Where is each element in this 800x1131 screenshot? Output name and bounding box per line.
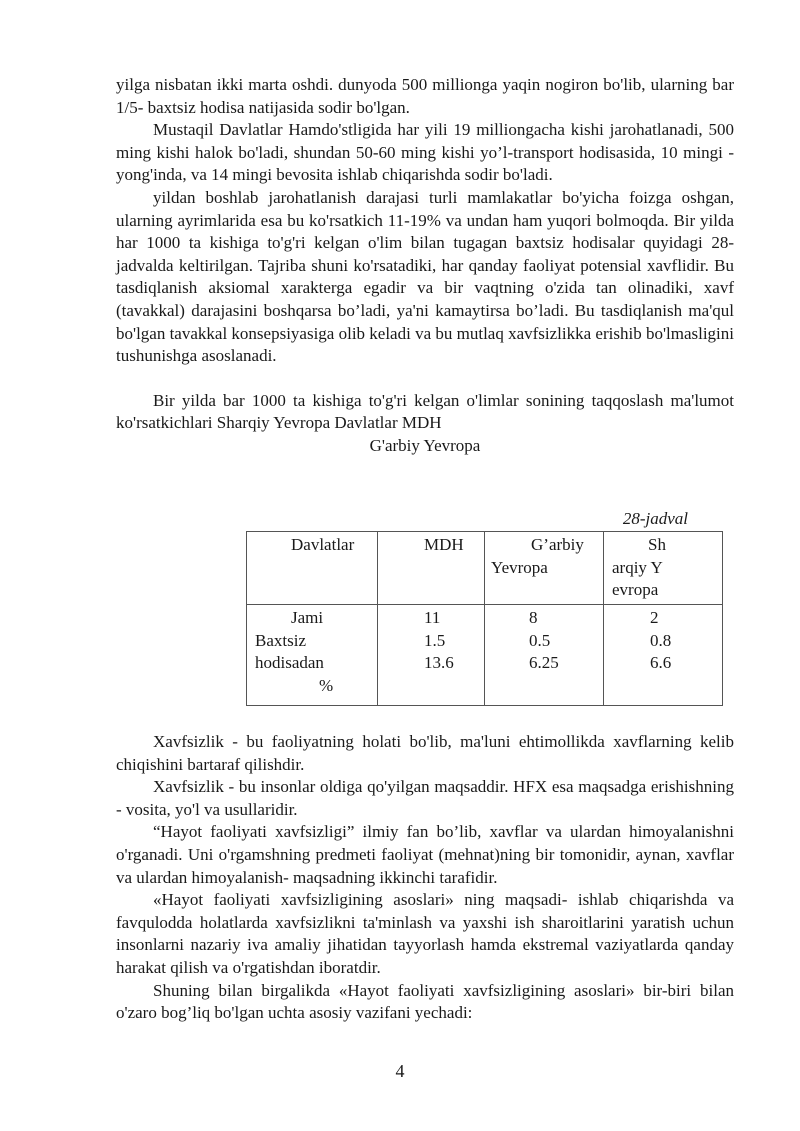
- table-value: 0.5: [529, 630, 551, 650]
- paragraph-1: yilga nisbatan ikki marta oshdi. dunyoda 500 millionga yaqin nogiron bo'lib, ularning bar 1/5- baxtsiz hodisa natijasida sodir bo'lgan.: [116, 75, 734, 117]
- table-value: 13.6: [424, 653, 454, 673]
- paragraph-5: Xavfsizlik - bu insonlar oldiga qo'yilgan maqsaddir. HFX esa maqsadga erishishning - vosita, yo'l va usullaridir.: [116, 777, 734, 819]
- table-intro: Bir yilda bar 1000 ta kishiga to'g'ri kelgan o'limlar sonining taqqoslash ma'lumot ko'rsatkichlari Sharqiy Yevropa Davlatlar MDH: [116, 390, 734, 433]
- header-label: Sharqiy Yevropa: [612, 535, 666, 600]
- paragraph-7: «Hayot faoliyati xavfsizligining asoslari» ning maqsadi- ishlab chiqarishda va favqulodda holatlarda xavfsizlikni ta'minlash va yaxshi ish sharoitlarini yaratish uchun insonlarni nazariy iva amaliy jihatidan tayyorlash hamda ekstremal vaziyatlarda qanday harakat qilish va o'rgatishdan iboratdir.: [116, 890, 734, 977]
- table-value: 6.25: [529, 653, 559, 673]
- header-cell-mdh: [378, 532, 485, 605]
- paragraph-8: Shuning bilan birgalikda «Hayot faoliyati xavfsizligining asoslari» bir-biri bilan o'zaro bog’liq bo'lgan uchta asosiy vazifani yechadi:: [116, 980, 734, 1023]
- row-label-line: Baxtsiz: [255, 630, 306, 650]
- east-europe-values-cell: [604, 605, 723, 706]
- table-value: 11: [424, 608, 441, 627]
- table-intro-center: G'arbiy Yevropa: [369, 435, 481, 455]
- page-content-bottom: [116, 731, 734, 1025]
- paragraph-2: Mustaqil Davlatlar Hamdo'stligida har yili 19 milliongacha kishi jarohatlanadi, 500 ming kishi halok bo'ladi, shundan 50-60 ming kishi yo’l-transport hodisasida, 10 mingi - yong'inda, va 14 mingi bevosita ishlab chiqarishda sodir bo'ladi.: [116, 120, 734, 185]
- table-value: 1.5: [424, 630, 446, 650]
- table-row: [247, 605, 723, 706]
- header-label: G’arbiy Yevropa: [491, 535, 584, 577]
- paragraph-3: yildan boshlab jarohatlanish darajasi turli mamlakatlar bo'yicha foizga oshgan, ularning ayrimlarida esa bu ko'rsatkich 11-19% va undan ham yuqori bolmoqda. Bir yilda har 1000 ta kishiga to'g'ri kelgan o'lim bilan tugagan baxtsiz hodisalar quyidagi 28-jadvalda keltirilgan. Tajriba shuni ko'rsatadiki, har qanday faoliyat potensial xavflidir. Bu tasdiqlanish aksiomal xarakterga egadir va bir vaqtning o'zida tan olinadiki, xavf (tavakkal) darajasini boshqarsa bo’ladi, ya'ni kamaytirsa bo’ladi. Bu tasdiqlanish ma'qul bo'lgan tavakkal konsepsiyasiga olib keladi va bu mutlaq xavfsizlikka erishib bo'lmasligini tushunishga asoslanadi.: [116, 187, 735, 366]
- header-label: MDH: [424, 535, 464, 554]
- row-label-line: %: [319, 675, 334, 695]
- page-content: [116, 74, 734, 458]
- table-value: 0.8: [650, 630, 672, 650]
- table-header-row: [247, 532, 723, 605]
- header-cell-east-europe: [604, 532, 723, 605]
- row-label-cell: [247, 605, 378, 706]
- header-cell-west-europe: [485, 532, 604, 605]
- paragraph-6: “Hayot faoliyati xavfsizligi” ilmiy fan bo’lib, xavflar va ulardan himoyalanishni o'rganadi. Uni o'rgamshning predmeti faoliyat (mehnat)ning bir tomonidir, aynan, xavflar va ulardan himoyalanish- maqsadning ikkinchi tarafidir.: [116, 822, 734, 887]
- table-value: 6.6: [650, 653, 672, 673]
- table-value: 2: [650, 608, 659, 627]
- header-cell-countries: [247, 532, 378, 605]
- paragraph-4: Xavfsizlik - bu faoliyatning holati bo'lib, ma'luni ehtimollikda xavflarning kelib chiqishini bartaraf qilishdir.: [116, 732, 734, 774]
- mdh-values-cell: [378, 605, 485, 706]
- table-value: 8: [529, 608, 538, 627]
- table-caption: 28-jadval: [622, 509, 688, 528]
- page-number: 4: [395, 1061, 405, 1081]
- row-label-line: hodisadan: [255, 653, 324, 673]
- row-label-line: Jami: [291, 608, 324, 627]
- comparison-table: [246, 531, 723, 706]
- west-europe-values-cell: [485, 605, 604, 706]
- header-label: Davlatlar: [291, 535, 355, 554]
